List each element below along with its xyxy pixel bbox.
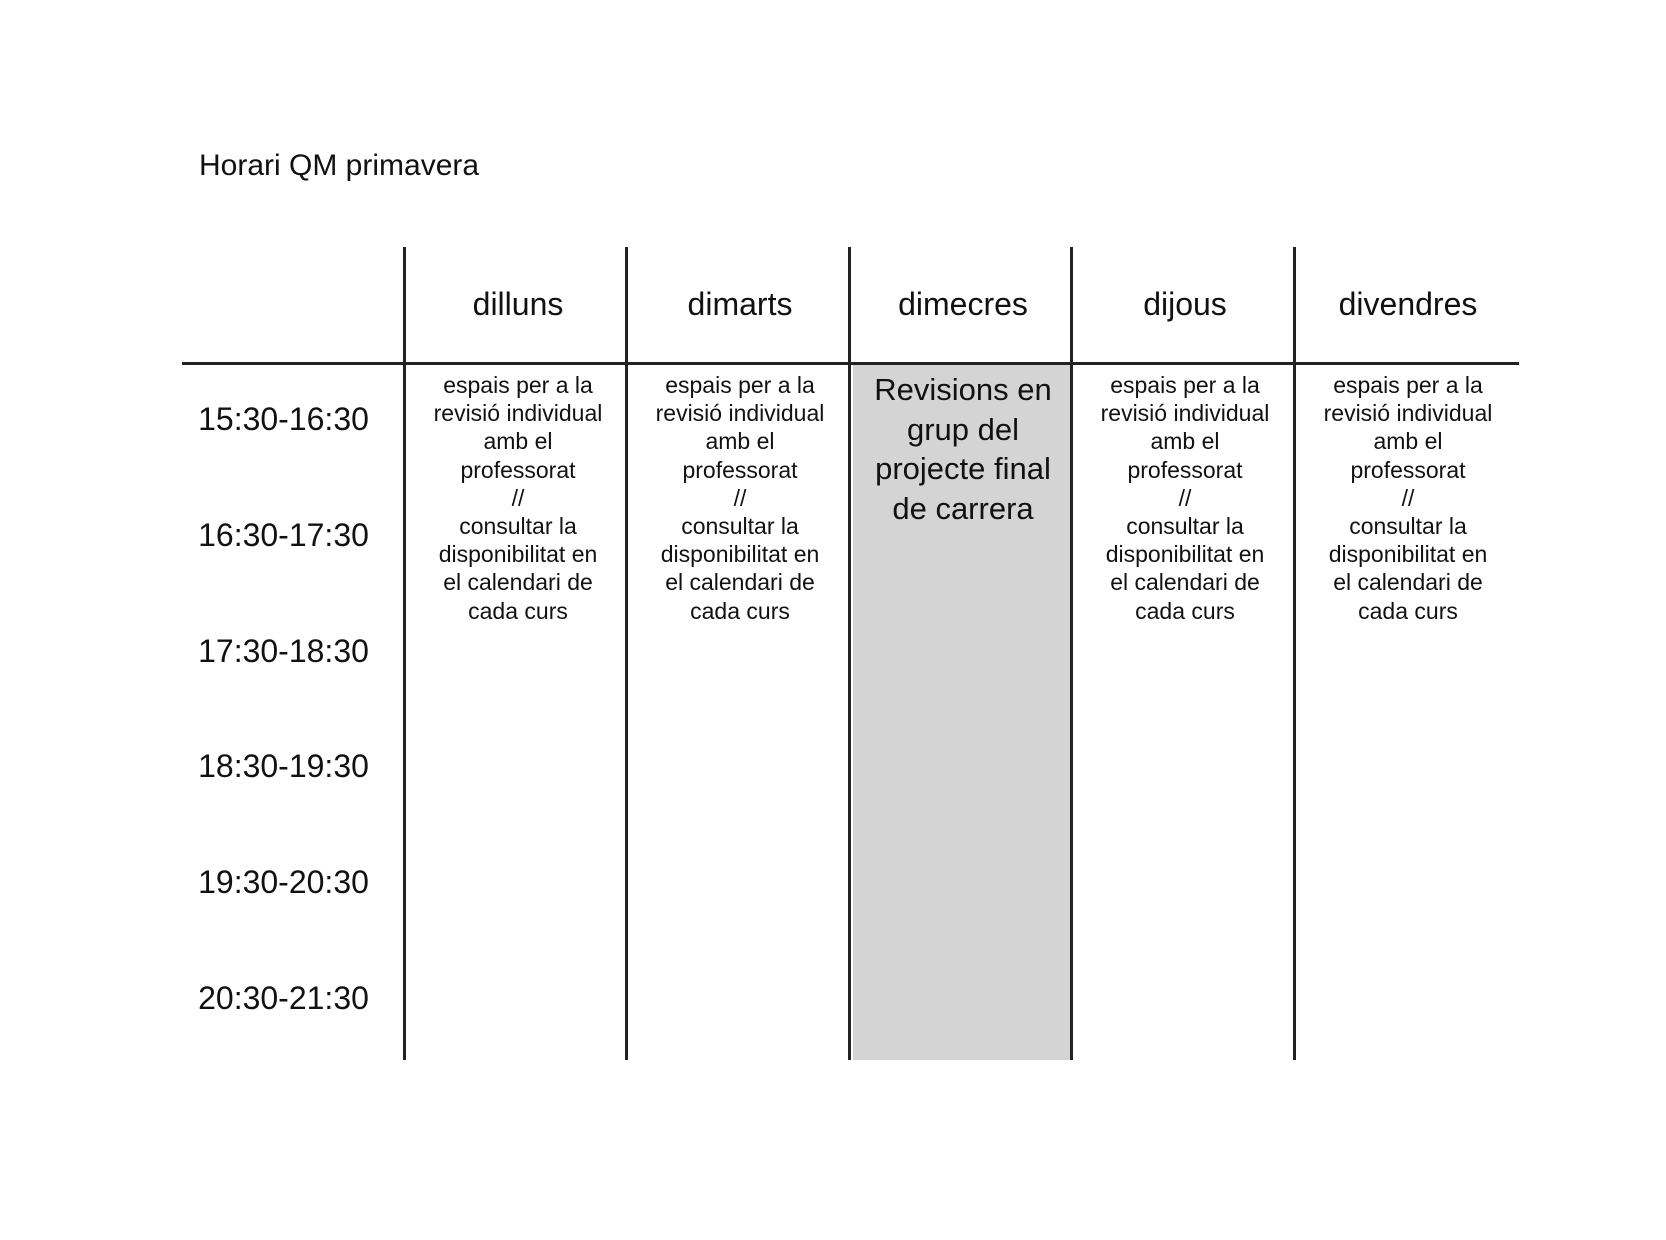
cell-line: // — [733, 484, 747, 511]
group-line: grup del — [906, 411, 1020, 447]
cell-line: professorat — [1350, 456, 1466, 483]
cell-line: el calendari de — [1333, 569, 1483, 596]
time-slot-5: 19:30-20:30 — [198, 864, 369, 900]
cell-line: revisió individual — [655, 400, 825, 427]
cell-line: consultar la — [459, 513, 577, 540]
cell-dimecres — [853, 370, 1073, 528]
cell-line: cada curs — [690, 597, 790, 624]
day-header-dijous: dijous — [1143, 286, 1227, 322]
cell-line: disponibilitat en — [1328, 541, 1488, 568]
time-slot-6: 20:30-21:30 — [198, 980, 369, 1016]
cell-line: disponibilitat en — [660, 541, 820, 568]
cell-line: consultar la — [1349, 513, 1467, 540]
group-line: projecte final — [875, 451, 1051, 486]
day-header-divendres: divendres — [1338, 286, 1478, 322]
cell-line: el calendari de — [443, 569, 593, 596]
group-line: Revisions en — [874, 372, 1052, 407]
time-slot-1: 15:30-16:30 — [198, 401, 369, 437]
column-divider-3 — [848, 247, 851, 1060]
column-divider-1 — [403, 247, 406, 1060]
cell-line: amb el — [483, 428, 553, 455]
cell-line: espais per a la — [443, 372, 593, 398]
cell-dimarts — [630, 371, 850, 625]
cell-line: professorat — [460, 456, 576, 483]
cell-dijous — [1075, 371, 1295, 625]
column-divider-2 — [625, 247, 628, 1060]
cell-dilluns — [408, 371, 628, 625]
cell-line: espais per a la — [1333, 372, 1483, 398]
time-slot-2: 16:30-17:30 — [198, 517, 369, 553]
cell-line: revisió individual — [1100, 400, 1270, 427]
cell-line: cada curs — [468, 597, 568, 624]
cell-line: disponibilitat en — [1105, 541, 1265, 568]
time-slot-4: 18:30-19:30 — [198, 748, 369, 784]
page-title: Horari QM primavera — [199, 149, 480, 182]
cell-line: el calendari de — [1110, 569, 1260, 596]
cell-line: consultar la — [681, 513, 799, 540]
cell-line: // — [1178, 484, 1192, 511]
cell-line: revisió individual — [1323, 400, 1493, 427]
cell-line: // — [1401, 484, 1415, 511]
cell-line: amb el — [705, 428, 775, 455]
cell-line: espais per a la — [1110, 372, 1260, 398]
cell-line: disponibilitat en — [438, 541, 598, 568]
day-header-dimecres: dimecres — [898, 286, 1028, 322]
cell-line: cada curs — [1358, 597, 1458, 624]
cell-line: espais per a la — [665, 372, 815, 398]
cell-line: // — [511, 484, 525, 511]
column-divider-5 — [1293, 247, 1296, 1060]
cell-divendres — [1298, 371, 1518, 625]
cell-line: professorat — [682, 456, 798, 483]
cell-line: cada curs — [1135, 597, 1235, 624]
cell-line: consultar la — [1126, 513, 1244, 540]
group-line: de carrera — [892, 490, 1034, 526]
column-divider-4 — [1070, 247, 1073, 1060]
day-header-dimarts: dimarts — [687, 286, 793, 322]
cell-line: professorat — [1127, 456, 1243, 483]
cell-line: amb el — [1150, 428, 1220, 455]
cell-line: el calendari de — [665, 569, 815, 596]
day-header-dilluns: dilluns — [472, 286, 564, 322]
cell-line: amb el — [1373, 428, 1443, 455]
cell-line: revisió individual — [433, 400, 603, 427]
time-slot-3: 17:30-18:30 — [198, 633, 369, 669]
